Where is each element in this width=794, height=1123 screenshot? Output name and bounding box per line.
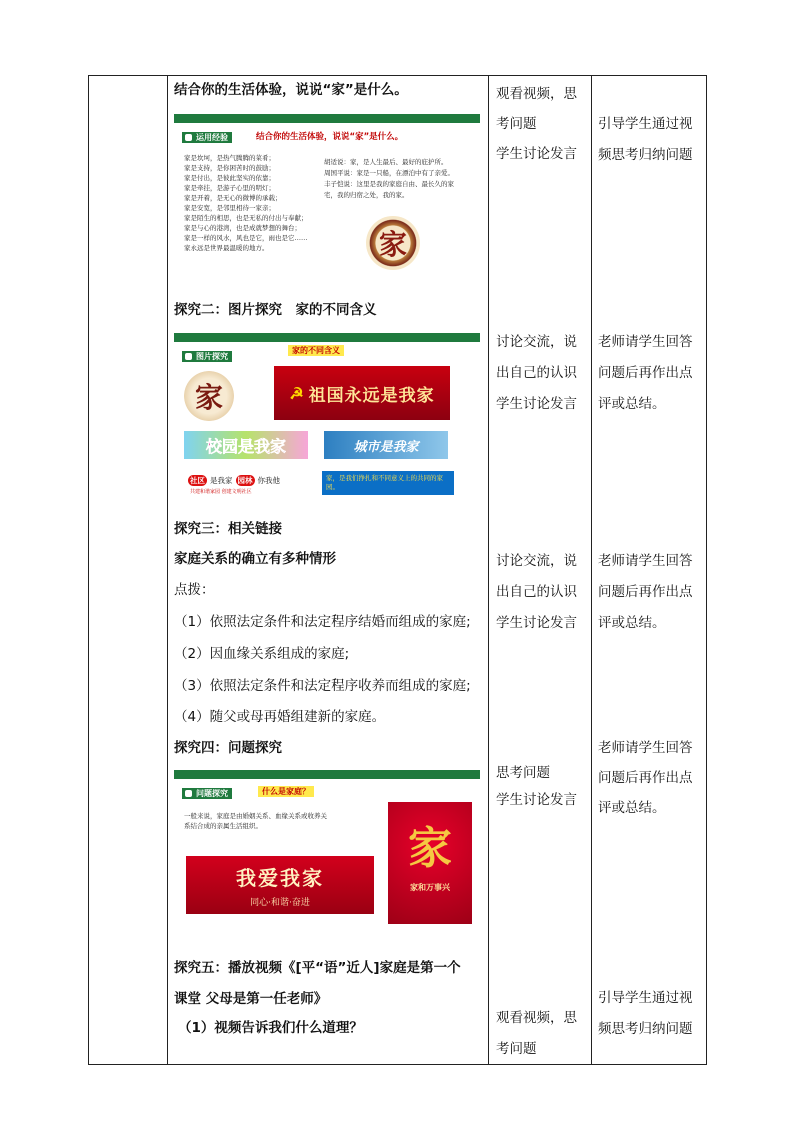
slide-title: 家的不同含义 xyxy=(288,345,344,356)
design-intent-text: 问题后再作出点 xyxy=(598,584,693,600)
column-divider xyxy=(488,76,489,1064)
explore4-heading: 探究四：问题探究 xyxy=(174,740,282,756)
campus-banner: 校园是我家 xyxy=(184,431,308,459)
explore5-heading-line1: 探究五：播放视频《[平“语”近人]家庭是第一个 xyxy=(174,960,461,976)
community-text: 是我家 xyxy=(210,475,233,485)
design-intent-text: 评或总结。 xyxy=(598,615,666,631)
design-intent-text: 老师请学生回答 xyxy=(598,740,693,756)
community-subtext: 共建和谐家园 创建文明社区 xyxy=(190,489,252,495)
explore3-heading: 探究三：相关链接 xyxy=(174,521,282,537)
party-banner xyxy=(274,366,450,420)
love-home-title: 我爱我家 xyxy=(236,865,324,890)
text-line: 宅，我的归宿之处，我的家。 xyxy=(324,191,409,199)
student-activity-text: 观看视频，思 xyxy=(496,1010,577,1026)
family-character-emblem: 家 xyxy=(184,371,234,421)
explore2-heading: 探究二：图片探究 家的不同含义 xyxy=(174,302,377,318)
text-line: 周国平说：家是一只船，在漂泊中有了亲爱。 xyxy=(324,169,454,177)
text-line: 家是开着，是无心的微博的承载； xyxy=(184,194,282,202)
poster-character: 家 xyxy=(408,823,452,874)
text-line: 丰子恺说：这里是我的家庭自由、最长久的家 xyxy=(324,180,454,188)
student-activity-text: 考问题 xyxy=(496,1041,537,1057)
text-line: 一般来说，家庭是由婚姻关系、血缘关系或收养关 xyxy=(184,812,327,820)
text-line: 家永远是世界最温暖的地方。 xyxy=(184,244,269,252)
love-home-banner xyxy=(186,856,374,914)
slide-header-bar xyxy=(174,333,480,342)
family-poster xyxy=(388,802,472,924)
text-line: 家是牵挂，是游子心里的明灯； xyxy=(184,184,275,192)
explore5-question: （1）视频告诉我们什么道理？ xyxy=(178,1020,363,1036)
slide-tag: 运用经验 xyxy=(182,132,232,143)
slide-image-explore xyxy=(174,333,480,499)
text-line: 家是与心的港湾，也是成就梦想的舞台； xyxy=(184,224,301,232)
community-text: 你我他 xyxy=(257,475,280,485)
text-line: 家是一样的风水，风也是它，雨也是它…… xyxy=(184,234,308,242)
poster-subtitle: 家和万事兴 xyxy=(410,881,450,892)
list-item: （3）依照法定条件和法定程序收养而组成的家庭; xyxy=(174,678,471,694)
explore5-heading-line2: 课堂 父母是第一任老师》 xyxy=(174,991,328,1007)
design-intent-text: 老师请学生回答 xyxy=(598,553,693,569)
student-activity-text: 出自己的认识 xyxy=(496,365,577,381)
design-intent-text: 问题后再作出点 xyxy=(598,770,693,786)
text-line: 胡适说：家，是人生最后、最好的庇护所。 xyxy=(324,158,448,166)
party-banner-text: 祖国永远是我家 xyxy=(308,385,435,406)
text-line: 系结合成的亲属生活组织。 xyxy=(184,822,262,830)
student-activity-text: 讨论交流，说 xyxy=(496,553,577,569)
text-line: 家是支持，是你困苦时的鼓励； xyxy=(184,164,275,172)
design-intent-text: 引导学生通过视 xyxy=(598,990,693,1006)
student-activity-text: 考问题 xyxy=(496,116,537,132)
community-badge: 园林 xyxy=(237,475,253,485)
community-slogan xyxy=(188,473,280,487)
student-activity-text: 观看视频，思 xyxy=(496,86,577,102)
design-intent-text: 引导学生通过视 xyxy=(598,116,693,132)
student-activity-text: 学生讨论发言 xyxy=(496,146,577,162)
list-item: （2）因血缘关系组成的家庭; xyxy=(174,646,350,662)
student-activity-text: 讨论交流，说 xyxy=(496,334,577,350)
content-heading: 结合你的生活体验，说说“家”是什么。 xyxy=(174,82,408,98)
student-activity-text: 学生讨论发言 xyxy=(496,615,577,631)
design-intent-text: 频思考归纳问题 xyxy=(598,1021,693,1037)
student-activity-text: 出自己的认识 xyxy=(496,584,577,600)
slide-tag: 问题探究 xyxy=(182,788,232,799)
slide-title: 什么是家庭？ xyxy=(258,786,314,797)
list-item: （1）依照法定条件和法定程序结婚而组成的家庭; xyxy=(174,614,471,630)
hint-label: 点拨： xyxy=(174,582,215,598)
design-intent-text: 老师请学生回答 xyxy=(598,334,693,350)
city-banner: 城市是我家 xyxy=(324,431,448,459)
text-line: 家是坎坷，是热气腾腾的菜肴； xyxy=(184,154,275,162)
slide-header-bar xyxy=(174,114,480,123)
slide-title: 结合你的生活体验，说说“家”是什么。 xyxy=(256,132,404,142)
list-item: （4）随父或母再婚组建新的家庭。 xyxy=(174,709,386,725)
text-line: 家是付出，是彼此坚实的依靠； xyxy=(184,174,275,182)
slide-tag: 图片探究 xyxy=(182,351,232,362)
slide-life-experience xyxy=(174,114,480,274)
family-character-emblem: 家 xyxy=(366,216,420,270)
design-intent-text: 问题后再作出点 xyxy=(598,365,693,381)
student-activity-text: 学生讨论发言 xyxy=(496,792,577,808)
love-home-subtitle: 同心·和谐·奋进 xyxy=(250,897,310,908)
design-intent-text: 频思考归纳问题 xyxy=(598,147,693,163)
slide-header-bar xyxy=(174,770,480,779)
column-divider xyxy=(167,76,168,1064)
hammer-sickle-icon: ☭ xyxy=(289,383,305,403)
text-line: 家是陌生的相思，也是无私的付出与奉献； xyxy=(184,214,308,222)
student-activity-text: 思考问题 xyxy=(496,765,550,781)
community-badge: 社区 xyxy=(190,475,205,485)
slide-question-explore xyxy=(174,770,480,928)
blue-caption: 家，是我们挣扎和不同意义上的共同的家园。 xyxy=(322,471,454,495)
text-line: 家是安宽，是邻里相待一家亲； xyxy=(184,204,275,212)
design-intent-text: 评或总结。 xyxy=(598,396,666,412)
student-activity-text: 学生讨论发言 xyxy=(496,396,577,412)
explore3-subheading: 家庭关系的确立有多种情形 xyxy=(174,551,336,567)
column-divider xyxy=(591,76,592,1064)
design-intent-text: 评或总结。 xyxy=(598,800,666,816)
